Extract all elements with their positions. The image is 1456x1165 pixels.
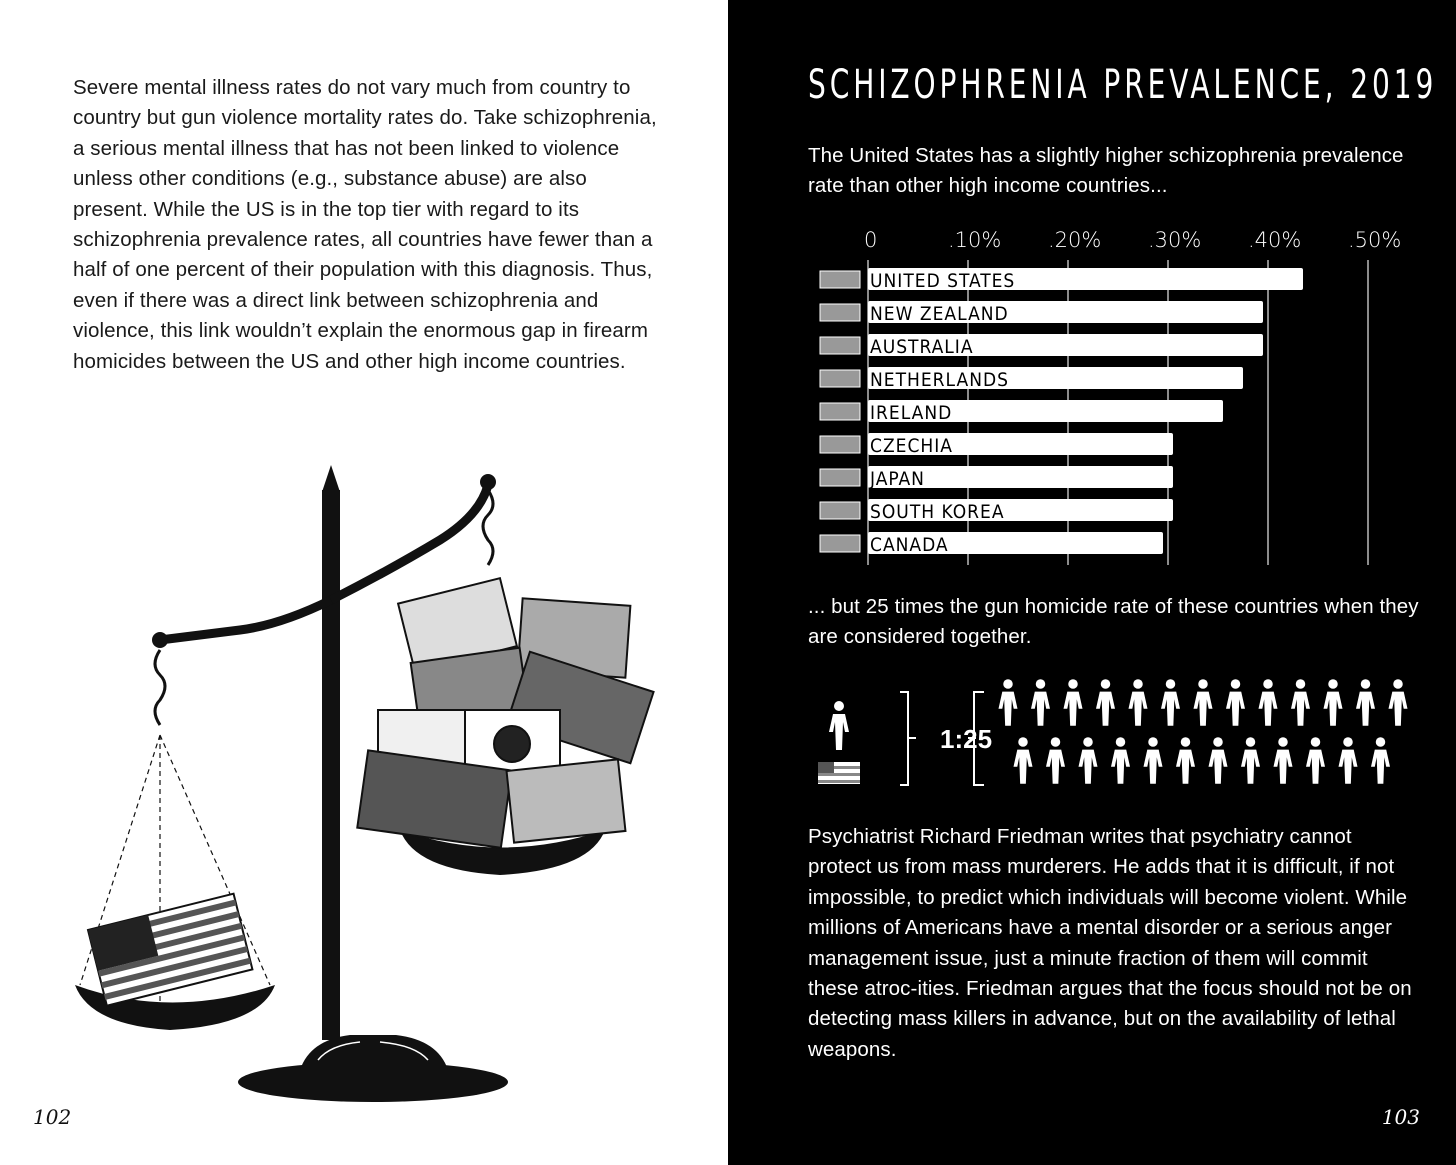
person-icon: [1241, 737, 1260, 784]
flag-icon: [820, 337, 860, 354]
person-icon: [1194, 679, 1213, 726]
left-paragraph-text: Severe mental illness rates do not vary much from country to country but gun violence mortality rates do. Take schizophrenia, a serious mental illness that has not been linked to violence unless other conditions (e.g., substance abuse) are also present. While the US is in the top tier with regard to its schizophrenia prevalence rates, all countries have fewer than a half of one percent of their population with this diagnosis. Thus, even if there was a direct link between schizophrenia and violence, this link wouldn’t explain the enormous gap in firearm homicides between the US and other high income countries.: [73, 76, 657, 373]
person-icon: [1339, 737, 1358, 784]
tick-label: .30%: [1148, 228, 1202, 252]
flag-icon: [820, 370, 860, 387]
tick-label: .10%: [948, 228, 1002, 252]
person-icon: [1371, 737, 1390, 784]
bar-label: JAPAN: [870, 468, 925, 490]
person-icon: [1226, 679, 1245, 726]
bar-label: NEW ZEALAND: [870, 303, 1009, 325]
person-icon: [1356, 679, 1375, 726]
chart-title: [808, 62, 1437, 108]
person-icon: [1031, 679, 1050, 726]
flag-icon: [820, 304, 860, 321]
person-icon: [999, 679, 1018, 726]
chart-title-text: SCHIZOPHRENIA PREVALENCE, 2019: [808, 62, 1438, 108]
balance-scale-illustration: [60, 460, 660, 1110]
bar-label: SOUTH KOREA: [870, 501, 1005, 523]
intro-text: The United States has a slightly higher schizophrenia prevalence rate than other high income countries...: [808, 144, 1404, 198]
flag-icon: [820, 271, 860, 288]
page-number-right: 103: [1381, 1105, 1420, 1129]
person-icon: [1176, 737, 1195, 784]
person-icon: [1306, 737, 1325, 784]
bar-label: AUSTRALIA: [870, 336, 974, 358]
person-icon: [1144, 737, 1163, 784]
person-icon: [1096, 679, 1115, 726]
flag-icon: [820, 403, 860, 420]
flag-icon: [820, 469, 860, 486]
person-icon: [1324, 679, 1343, 726]
bar-label: NETHERLANDS: [870, 369, 1009, 391]
person-icon: [1389, 679, 1408, 726]
person-icon: [1161, 679, 1180, 726]
us-flag-icon: [818, 762, 860, 784]
person-icon: [1046, 737, 1065, 784]
bar-label: CANADA: [870, 534, 949, 556]
bar-label: CZECHIA: [870, 435, 953, 457]
right-page: [728, 0, 1456, 1165]
tick-label: .20%: [1048, 228, 1102, 252]
person-icon: [1079, 737, 1098, 784]
tick-label: .40%: [1248, 228, 1302, 252]
person-icon: [1209, 737, 1228, 784]
closing-text: Psychiatrist Richard Friedman writes that psychiatry cannot protect us from mass murderers. He adds that it is difficult, if not impossible, to predict which individuals will become violent. While millions of Americans have a mental disorder or a serious anger management issue, just a minute fraction of them will commit these atroc-ities. Friedman argues that the focus should not be on detecting mass killers in advance, but on the availability of lethal weapons.: [808, 825, 1412, 1061]
prevalence-bar-chart: [808, 220, 1428, 570]
closing-paragraph: [808, 822, 1418, 1065]
person-icon: [1111, 737, 1130, 784]
flag-icon: [820, 436, 860, 453]
person-icon: [1291, 679, 1310, 726]
person-icon: [1014, 737, 1033, 784]
tick-label: 0: [864, 228, 878, 252]
flag-icon: [820, 502, 860, 519]
person-icon: [1274, 737, 1293, 784]
mid-paragraph: [808, 592, 1428, 653]
person-icon: [829, 701, 849, 750]
page-number-left: 102: [33, 1105, 72, 1129]
bar-label: IRELAND: [870, 402, 953, 424]
person-icon: [1064, 679, 1083, 726]
person-icon: [1259, 679, 1278, 726]
left-bracket: [900, 692, 916, 785]
left-paragraph: [73, 73, 663, 377]
ratio-label: 1:25: [940, 724, 993, 754]
person-icon: [1129, 679, 1148, 726]
flag-icon: [820, 535, 860, 552]
tick-label: .50%: [1348, 228, 1402, 252]
bar-label: UNITED STATES: [870, 270, 1016, 292]
ratio-pictogram: [808, 670, 1428, 800]
intro-paragraph: [808, 141, 1408, 202]
mid-text: ... but 25 times the gun homicide rate of these countries when they are considered together.: [808, 595, 1419, 649]
